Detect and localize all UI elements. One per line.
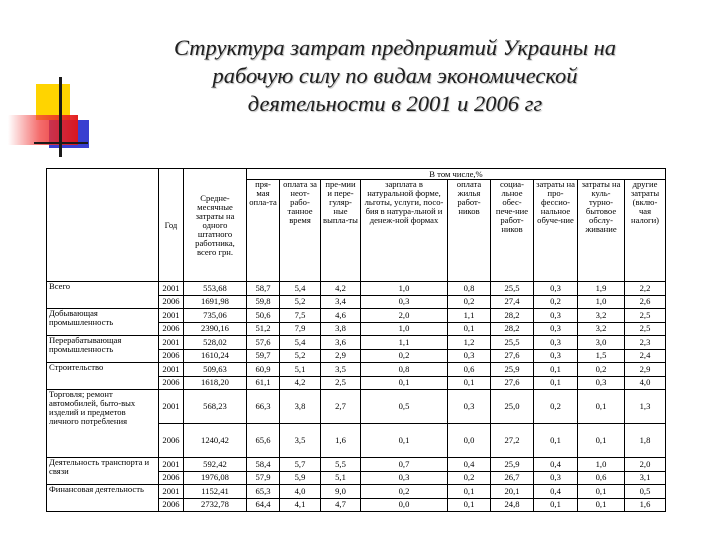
cell-value: 0,6: [578, 471, 625, 485]
row-category: Финансовая деятельность: [47, 485, 159, 512]
cell-avg-cost: 509,63: [184, 363, 247, 377]
cell-value: 60,9: [247, 363, 280, 377]
row-category: Перерабатывающая промышленность: [47, 336, 159, 363]
cell-value: 0,4: [534, 485, 578, 499]
cell-value: 26,7: [491, 471, 534, 485]
cell-avg-cost: 592,42: [184, 458, 247, 472]
cell-value: 4,2: [321, 282, 361, 296]
cell-avg-cost: 1618,20: [184, 376, 247, 390]
title-line-3: деятельности в 2001 и 2006 гг: [247, 91, 543, 116]
cell-value: 2,9: [321, 349, 361, 363]
cell-value: 4,2: [280, 376, 321, 390]
cell-value: 2,0: [361, 309, 448, 323]
cell-value: 1,8: [625, 424, 666, 458]
cell-value: 5,1: [280, 363, 321, 377]
cell-value: 0,3: [448, 349, 491, 363]
header-year: Год: [159, 169, 184, 282]
cell-value: 9,0: [321, 485, 361, 499]
cell-value: 3,0: [578, 336, 625, 350]
row-year: 2006: [159, 498, 184, 512]
table-row: [47, 309, 666, 323]
header-bonuses: пре-мии и пере-гуляр-ные выпла-ты: [321, 180, 361, 282]
cell-value: 0,2: [361, 485, 448, 499]
cell-value: 0,2: [448, 471, 491, 485]
row-year: 2001: [159, 485, 184, 499]
cell-value: 0,7: [361, 458, 448, 472]
cell-value: 5,1: [321, 471, 361, 485]
cell-value: 20,1: [491, 485, 534, 499]
cell-value: 1,5: [578, 349, 625, 363]
cell-value: 0,2: [448, 295, 491, 309]
cell-value: 5,4: [280, 336, 321, 350]
cell-value: 0,1: [534, 498, 578, 512]
cell-value: 0,1: [361, 376, 448, 390]
cell-value: 0,5: [361, 390, 448, 424]
cell-value: 0,1: [448, 485, 491, 499]
cell-value: 0,1: [534, 376, 578, 390]
cell-value: 25,5: [491, 336, 534, 350]
cell-value: 0,1: [578, 390, 625, 424]
cell-value: 3,5: [321, 363, 361, 377]
cell-value: 1,9: [578, 282, 625, 296]
row-year: 2001: [159, 458, 184, 472]
cell-value: 0,8: [448, 282, 491, 296]
cell-value: 0,1: [448, 376, 491, 390]
cell-value: 58,7: [247, 282, 280, 296]
cell-value: 0,1: [448, 498, 491, 512]
cell-value: 0,3: [361, 471, 448, 485]
table-body: [47, 282, 666, 512]
cell-avg-cost: 568,23: [184, 390, 247, 424]
cell-value: 4,6: [321, 309, 361, 323]
cell-value: 0,0: [361, 498, 448, 512]
cell-value: 0,3: [534, 336, 578, 350]
cell-value: 1,6: [625, 498, 666, 512]
header-other: другие затраты (вклю-чая налоги): [625, 180, 666, 282]
cell-value: 3,8: [321, 322, 361, 336]
cell-value: 4,0: [280, 485, 321, 499]
cell-value: 0,2: [534, 295, 578, 309]
row-year: 2006: [159, 424, 184, 458]
cell-value: 0,3: [534, 349, 578, 363]
cell-value: 64,4: [247, 498, 280, 512]
cell-value: 0,8: [361, 363, 448, 377]
cell-value: 3,5: [280, 424, 321, 458]
cell-value: 1,1: [448, 309, 491, 323]
header-cultural: затраты на куль-турно-бытовое обслу-живание: [578, 180, 625, 282]
row-year: 2001: [159, 336, 184, 350]
row-year: 2001: [159, 309, 184, 323]
cell-value: 51,2: [247, 322, 280, 336]
decor-horizontal-line: [34, 142, 88, 144]
cell-value: 0,3: [361, 295, 448, 309]
header-incl: В том числе,%: [247, 169, 666, 180]
cell-value: 3,6: [321, 336, 361, 350]
cell-value: 4,0: [625, 376, 666, 390]
cell-value: 3,2: [578, 322, 625, 336]
cell-value: 57,9: [247, 471, 280, 485]
cell-value: 28,2: [491, 322, 534, 336]
header-social: социа-льное обес-пече-ние работ-ников: [491, 180, 534, 282]
cell-value: 2,4: [625, 349, 666, 363]
cell-value: 0,1: [534, 424, 578, 458]
cell-value: 3,2: [578, 309, 625, 323]
cell-value: 0,1: [578, 424, 625, 458]
cell-value: 2,5: [625, 322, 666, 336]
cell-value: 0,4: [534, 458, 578, 472]
cell-value: 3,4: [321, 295, 361, 309]
cell-value: 0,1: [578, 498, 625, 512]
table-row: [47, 282, 666, 296]
title-line-1: Структура затрат предприятий Украины на: [173, 35, 617, 60]
cell-value: 1,6: [321, 424, 361, 458]
row-year: 2001: [159, 363, 184, 377]
cell-value: 1,0: [361, 282, 448, 296]
row-category: Всего: [47, 282, 159, 309]
cell-value: 1,1: [361, 336, 448, 350]
cell-value: 0,3: [534, 322, 578, 336]
cell-value: 24,8: [491, 498, 534, 512]
cell-value: 0,0: [448, 424, 491, 458]
cell-value: 27,2: [491, 424, 534, 458]
table-row: [47, 363, 666, 377]
cell-value: 3,1: [625, 471, 666, 485]
row-year: 2001: [159, 282, 184, 296]
cell-value: 0,1: [448, 322, 491, 336]
cell-value: 2,0: [625, 458, 666, 472]
header-training: затраты на про-фессио-нальное обуче-ние: [534, 180, 578, 282]
header-avg-cost: Средне-месячные затраты на одного штатного работника, всего грн.: [184, 169, 247, 282]
cell-avg-cost: 1691,98: [184, 295, 247, 309]
cell-avg-cost: 528,02: [184, 336, 247, 350]
row-year: 2006: [159, 349, 184, 363]
cell-avg-cost: 1152,41: [184, 485, 247, 499]
row-category: Деятельность транспорта и связи: [47, 458, 159, 485]
cell-value: 0,5: [625, 485, 666, 499]
cell-value: 5,2: [280, 295, 321, 309]
cell-value: 2,5: [625, 309, 666, 323]
cell-value: 61,1: [247, 376, 280, 390]
cell-value: 0,2: [534, 390, 578, 424]
slide-title: [95, 34, 695, 118]
cell-value: 25,9: [491, 363, 534, 377]
row-year: 2006: [159, 471, 184, 485]
header-name: [47, 169, 159, 282]
cell-value: 25,0: [491, 390, 534, 424]
cell-value: 59,7: [247, 349, 280, 363]
cell-value: 25,5: [491, 282, 534, 296]
header-in-kind: зарплата в натуральной форме, льготы, услуги, посо-бия в натура-льной и денеж-ной формах: [361, 180, 448, 282]
cell-avg-cost: 2732,78: [184, 498, 247, 512]
header-unworked-time: оплата за неот-рабо-танное время: [280, 180, 321, 282]
cell-value: 2,5: [321, 376, 361, 390]
cell-value: 27,6: [491, 376, 534, 390]
title-line-2: рабочую силу по видам экономической: [212, 63, 578, 88]
table-row: [47, 336, 666, 350]
cell-value: 57,6: [247, 336, 280, 350]
cell-value: 58,4: [247, 458, 280, 472]
cell-value: 0,3: [534, 471, 578, 485]
cell-value: 0,1: [534, 363, 578, 377]
cell-value: 65,6: [247, 424, 280, 458]
cell-value: 7,5: [280, 309, 321, 323]
cell-value: 0,1: [361, 424, 448, 458]
row-category: Торговля; ремонт автомобилей, быто-вых изделий и предметов личного потребления: [47, 390, 159, 458]
cell-value: 0,6: [448, 363, 491, 377]
table-row: [47, 485, 666, 499]
row-year: 2006: [159, 295, 184, 309]
cell-value: 5,9: [280, 471, 321, 485]
cell-avg-cost: 2390,16: [184, 322, 247, 336]
table-row: [47, 390, 666, 424]
cell-value: 1,0: [578, 458, 625, 472]
cell-value: 3,8: [280, 390, 321, 424]
cell-value: 25,9: [491, 458, 534, 472]
row-year: 2006: [159, 376, 184, 390]
cell-value: 27,4: [491, 295, 534, 309]
cell-value: 59,8: [247, 295, 280, 309]
cell-value: 0,2: [361, 349, 448, 363]
cell-value: 27,6: [491, 349, 534, 363]
cell-avg-cost: 1610,24: [184, 349, 247, 363]
cell-value: 1,0: [578, 295, 625, 309]
cell-value: 65,3: [247, 485, 280, 499]
cell-value: 5,5: [321, 458, 361, 472]
cell-avg-cost: 1976,08: [184, 471, 247, 485]
header-direct-pay: пря-мая опла-та: [247, 180, 280, 282]
cell-value: 5,7: [280, 458, 321, 472]
row-year: 2001: [159, 390, 184, 424]
table-row: [47, 458, 666, 472]
cell-value: 1,3: [625, 390, 666, 424]
cost-structure-table: [46, 168, 666, 512]
cell-value: 0,3: [578, 376, 625, 390]
cell-avg-cost: 553,68: [184, 282, 247, 296]
cell-value: 0,3: [448, 390, 491, 424]
cell-value: 0,3: [534, 282, 578, 296]
row-year: 2006: [159, 322, 184, 336]
cell-value: 5,2: [280, 349, 321, 363]
cell-value: 2,9: [625, 363, 666, 377]
cell-value: 2,7: [321, 390, 361, 424]
cell-value: 2,6: [625, 295, 666, 309]
cell-value: 1,0: [361, 322, 448, 336]
cell-value: 7,9: [280, 322, 321, 336]
cell-value: 4,1: [280, 498, 321, 512]
cell-value: 0,1: [578, 485, 625, 499]
cell-value: 2,2: [625, 282, 666, 296]
cell-value: 5,4: [280, 282, 321, 296]
cell-value: 2,3: [625, 336, 666, 350]
cell-value: 4,7: [321, 498, 361, 512]
header-housing: оплата жилья работ-ников: [448, 180, 491, 282]
cell-avg-cost: 1240,42: [184, 424, 247, 458]
cell-value: 0,2: [578, 363, 625, 377]
cell-value: 66,3: [247, 390, 280, 424]
row-category: Строительство: [47, 363, 159, 390]
cell-value: 0,4: [448, 458, 491, 472]
cell-value: 28,2: [491, 309, 534, 323]
decor-red-bar: [8, 115, 78, 145]
cell-value: 50,6: [247, 309, 280, 323]
cell-avg-cost: 735,06: [184, 309, 247, 323]
cell-value: 0,3: [534, 309, 578, 323]
row-category: Добывающая промышленность: [47, 309, 159, 336]
decor-vertical-line: [59, 77, 62, 157]
cell-value: 1,2: [448, 336, 491, 350]
